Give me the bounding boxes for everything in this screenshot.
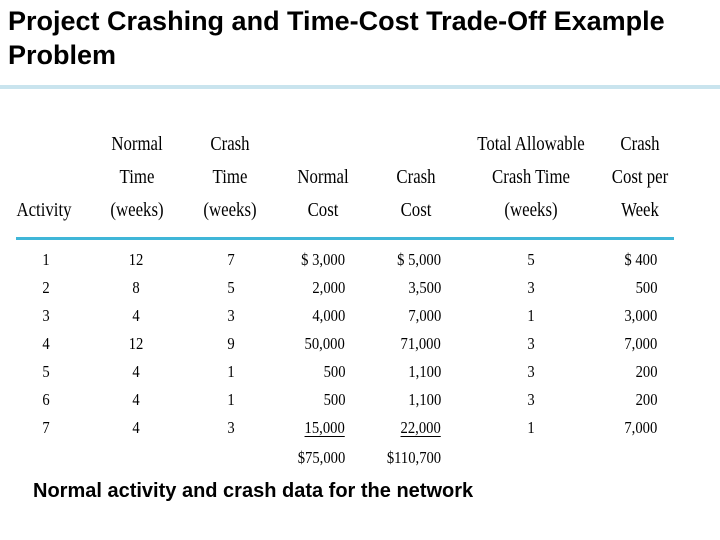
crash-cost-per-week-cell: 3,000 xyxy=(624,306,657,325)
crash-cost-per-week-cell: 200 xyxy=(635,390,657,409)
normal-time-cell: 12 xyxy=(128,250,144,269)
allowable-crash-time-cell: 3 xyxy=(527,278,535,297)
normal-time-cell: 4 xyxy=(132,306,140,325)
crash-time-cell: 7 xyxy=(227,250,235,269)
normal-cost-cell: 2,000 xyxy=(312,278,345,297)
header-line: Total Allowable xyxy=(477,133,585,155)
header-line: (weeks) xyxy=(203,199,257,221)
header-crash-cost-per-week xyxy=(564,128,715,227)
crash-time-cell: 3 xyxy=(227,306,235,325)
totals-row xyxy=(0,444,720,472)
header-line: Cost per xyxy=(611,166,669,188)
normal-cost-cell: 50,000 xyxy=(304,334,345,353)
normal-time-cell: 4 xyxy=(132,390,140,409)
crash-cost-cell: 3,500 xyxy=(408,278,441,297)
allowable-crash-time-cell: 1 xyxy=(527,306,535,325)
normal-cost-cell: $ 3,000 xyxy=(301,250,345,269)
header-divider xyxy=(16,237,674,240)
title-divider xyxy=(0,85,720,89)
crash-time-cell: 1 xyxy=(227,390,235,409)
allowable-crash-time-cell: 3 xyxy=(527,390,535,409)
table-row xyxy=(0,330,720,358)
allowable-crash-time-cell: 3 xyxy=(527,334,535,353)
normal-cost-cell: 15,000 xyxy=(304,418,345,437)
header-line: Time xyxy=(119,166,155,188)
crash-time-cell: 9 xyxy=(227,334,235,353)
header-line: Crash xyxy=(620,133,660,155)
activity-cell: 4 xyxy=(42,334,50,353)
crash-cost-cell: 22,000 xyxy=(400,418,441,437)
header-line: Crash xyxy=(210,133,250,155)
table-row xyxy=(0,274,720,302)
normal-cost-cell: 500 xyxy=(323,390,345,409)
crash-time-cell: 1 xyxy=(227,362,235,381)
table-row xyxy=(0,302,720,330)
crash-cost-per-week-cell: 7,000 xyxy=(624,418,657,437)
crash-cost-cell: $ 5,000 xyxy=(397,250,441,269)
activity-cell: 6 xyxy=(42,390,50,409)
normal-cost-cell: 500 xyxy=(323,362,345,381)
header-line: Activity xyxy=(16,199,72,221)
activity-cell: 1 xyxy=(42,250,50,269)
allowable-crash-time-cell: 3 xyxy=(527,362,535,381)
normal-time-cell: 12 xyxy=(128,334,144,353)
crash-data-table xyxy=(0,128,720,468)
activity-cell: 2 xyxy=(42,278,50,297)
activity-cell: 7 xyxy=(42,418,50,437)
header-line: Cost xyxy=(307,199,339,221)
allowable-crash-time-cell: 1 xyxy=(527,418,535,437)
activity-cell: 3 xyxy=(42,306,50,325)
crash-cost-per-week-cell: $ 400 xyxy=(624,250,657,269)
normal-time-cell: 4 xyxy=(132,362,140,381)
normal-cost-cell: 4,000 xyxy=(312,306,345,325)
table-row xyxy=(0,414,720,442)
header-line: (weeks) xyxy=(110,199,164,221)
header-line: Crash xyxy=(396,166,436,188)
table-row xyxy=(0,246,720,274)
slide-title: Project Crashing and Time-Cost Trade-Off Example Problem xyxy=(8,6,665,70)
crash-cost-per-week-cell: 500 xyxy=(635,278,657,297)
header-line: Normal xyxy=(111,133,163,155)
crash-cost-per-week-cell: 200 xyxy=(635,362,657,381)
activity-cell: 5 xyxy=(42,362,50,381)
crash-cost-per-week-cell: 7,000 xyxy=(624,334,657,353)
crash-cost-cell: 1,100 xyxy=(408,390,441,409)
crash-time-cell: 5 xyxy=(227,278,235,297)
table-caption: Normal activity and crash data for the network xyxy=(33,480,474,502)
total-crash-cost: $110,700 xyxy=(386,448,441,467)
normal-time-cell: 8 xyxy=(132,278,140,297)
header-line: Time xyxy=(212,166,248,188)
total-normal-cost: $75,000 xyxy=(297,448,345,467)
table-row xyxy=(0,358,720,386)
table-row xyxy=(0,386,720,414)
header-line: Crash Time xyxy=(492,166,570,188)
header-line: Cost xyxy=(400,199,432,221)
normal-time-cell: 4 xyxy=(132,418,140,437)
allowable-crash-time-cell: 5 xyxy=(527,250,535,269)
crash-cost-cell: 7,000 xyxy=(408,306,441,325)
crash-time-cell: 3 xyxy=(227,418,235,437)
header-line: Normal xyxy=(297,166,349,188)
header-line: (weeks) xyxy=(504,199,558,221)
header-line: Week xyxy=(621,199,659,221)
crash-cost-cell: 71,000 xyxy=(400,334,441,353)
crash-cost-cell: 1,100 xyxy=(408,362,441,381)
